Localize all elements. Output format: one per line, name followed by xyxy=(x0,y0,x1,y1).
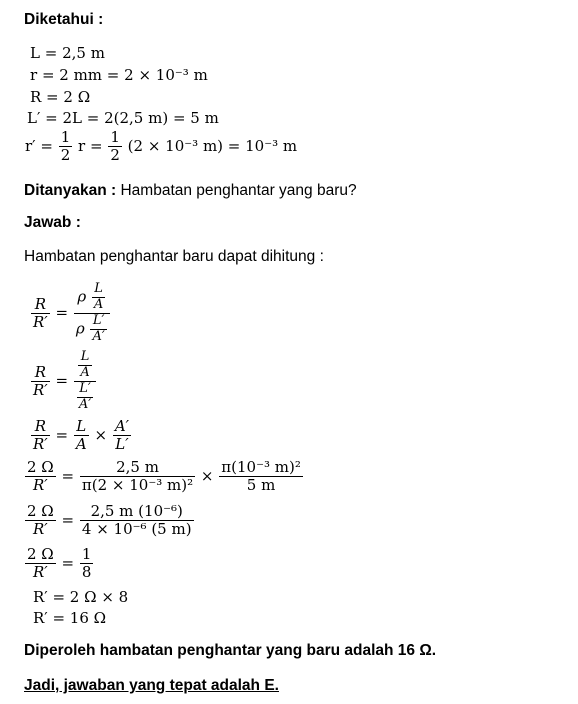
step-1: $\frac{R}{R'}$ = ρ $\frac{L}{A}$ ρ $\frac{L'}{A'}$ xyxy=(30,282,111,345)
intro-text: Hambatan penghantar baru dapat dihitung : xyxy=(24,248,324,265)
step-5: $\frac{2 \Omega}{R'}$ = $\frac{\text{2,5 m (10⁻⁶)}}{\text{4 × 10⁻⁶ (5 m)}}$ xyxy=(27,502,192,539)
step-8: R′ = 16 Ω xyxy=(33,609,107,627)
question: Ditanyakan : Hambatan penghantar yang baru? xyxy=(24,182,357,199)
step-2: $\frac{R}{R'}$ = $\frac{\frac{L}{A}}{\frac{L'}{A'}}$ xyxy=(30,350,97,413)
heading-jawab: Jawab : xyxy=(24,214,81,231)
conclusion: Diperoleh hambatan penghantar yang baru adalah 16 Ω. xyxy=(24,642,437,659)
final-answer: Jadi, jawaban yang tepat adalah E. xyxy=(24,677,279,694)
given-new-length: L′ = 2L = 2(2,5 m) = 5 m xyxy=(27,109,219,127)
step-7: R′ = 2 Ω × 8 xyxy=(33,588,129,606)
step-6: $\frac{2 \Omega}{R'}$ = $\frac{1}{8}$ xyxy=(27,545,92,582)
given-new-radius: r′ = $\frac{1}{2}$ r = $\frac{1}{2}$ (2 × 10⁻³ m) = 10⁻³ m xyxy=(25,128,298,165)
given-radius: r = 2 mm = 2 × 10⁻³ m xyxy=(30,66,208,84)
step-3: $\frac{R}{R'}$ = $\frac{L}{A}$ × $\frac{A'}{L'}$ xyxy=(33,417,130,454)
step-4: $\frac{2 \Omega}{R'}$ = $\frac{2,5 m}{\text{π(2 × 10⁻³ m)²}}$ × $\frac{\text{π(10⁻³ m)²}}{5 m}$ xyxy=(27,458,301,495)
given-length: L = 2,5 m xyxy=(30,44,105,62)
given-resistance: R = 2 Ω xyxy=(30,88,91,106)
heading-diketahui: Diketahui : xyxy=(24,11,104,28)
